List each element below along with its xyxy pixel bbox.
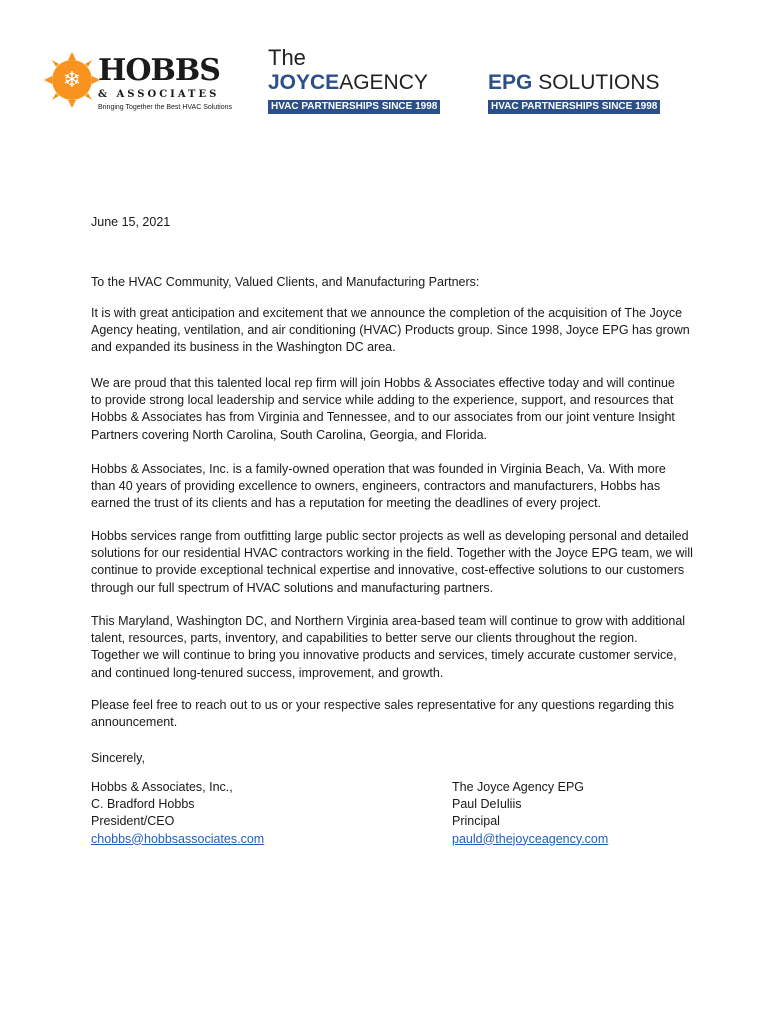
signature-name: C. Bradford Hobbs [91,797,195,812]
letter-date: June 15, 2021 [91,215,171,229]
paragraph-line: solutions for our residential HVAC contractors working in the field. Together with the Joyce EPG team, we will [91,546,693,561]
letter-paragraph [91,613,685,682]
signature-name: Paul DeIuliis [452,797,522,812]
paragraph-line: Together we will continue to bring you innovative products and services, timely accurate customer service, [91,648,677,663]
signature-email-link[interactable]: chobbs@hobbsassociates.com [91,831,265,846]
letter-paragraph [91,305,690,357]
hobbs-logo-sub: & ASSOCIATES [98,89,220,100]
joyce-logo-banner: HVAC PARTNERSHIPS SINCE 1998 [268,100,440,114]
paragraph-line: and continued long-tenured success, improvement, and growth. [91,665,444,680]
joyce-logo-bold: JOYCE [268,71,340,94]
letter-greeting: To the HVAC Community, Valued Clients, and Manufacturing Partners: [91,275,480,289]
letter-paragraph [91,528,693,597]
paragraph-line: This Maryland, Washington DC, and Northern Virginia area-based team will continue to grow with additional [91,614,686,628]
hobbs-associates-logo [48,54,248,120]
letter-closing: Sincerely, [91,751,145,765]
hobbs-logo-tagline: Bringing Together the Best HVAC Solutions [98,104,232,111]
paragraph-line: than 40 years of providing excellence to owners, engineers, contractors and manufacturers, Hobbs has [91,479,661,494]
signature-email-link[interactable]: pauld@thejoyceagency.com [452,831,609,846]
epg-solutions-logo [488,70,688,114]
signature-title: President/CEO [91,814,175,829]
paragraph-line: and expanded its business in the Washington DC area. [91,340,396,355]
paragraph-line: Partners covering North Carolina, South Carolina, Georgia, and Florida. [91,427,488,442]
signature-hobbs [91,779,264,848]
epg-logo-banner: HVAC PARTNERSHIPS SINCE 1998 [488,100,660,114]
hobbs-logo-name: HOBBS [98,53,220,88]
epg-logo-rest: SOLUTIONS [538,71,660,94]
snowflake-icon: ❄ [52,60,92,100]
signature-joyce [452,779,608,848]
letter-paragraph [91,697,674,731]
paragraph-line: through our full spectrum of HVAC solutions and manufacturing partners. [91,580,494,595]
signature-company: The Joyce Agency EPG [452,780,585,794]
paragraph-line: Agency heating, ventilation, and air conditioning (HVAC) Products group. Since 1998, Joyce EPG has grown [91,323,690,338]
paragraph-line: Hobbs & Associates has from Virginia and Tennessee, and to our associates from our joint venture Insight [91,410,675,425]
signature-company: Hobbs & Associates, Inc., [91,780,233,794]
paragraph-line: continue to provide exceptional technical expertise and innovative, cost-effective solutions to our customers [91,563,685,578]
paragraph-line: talent, resources, parts, inventory, and capabilities to better serve our clients throughout the region. [91,631,638,646]
paragraph-line: to provide strong local leadership and service while adding to the experience, support, and resources that [91,393,674,408]
paragraph-line: Please feel free to reach out to us or your respective sales representative for any questions regarding this [91,698,674,712]
paragraph-line: Hobbs & Associates, Inc. is a family-owned operation that was founded in Virginia Beach, Va. With more [91,462,666,476]
paragraph-line: It is with great anticipation and excitement that we announce the completion of the acquisition of The Joyce [91,306,683,320]
letter-paragraph [91,375,675,444]
signature-title: Principal [452,814,500,829]
epg-logo-bold: EPG [488,71,533,94]
paragraph-line: earned the trust of its clients and has a reputation for meeting the deadlines of every project. [91,496,602,511]
joyce-logo-rest: AGENCY [339,71,428,94]
paragraph-line: Hobbs services range from outfitting large public sector projects as well as developing personal and detailed [91,529,689,543]
paragraph-line: We are proud that this talented local rep firm will join Hobbs & Associates effective today and will continue [91,376,675,390]
letter-paragraph [91,461,666,513]
joyce-logo-the: The [268,45,306,70]
paragraph-line: announcement. [91,715,178,730]
joyce-agency-logo [268,46,468,114]
